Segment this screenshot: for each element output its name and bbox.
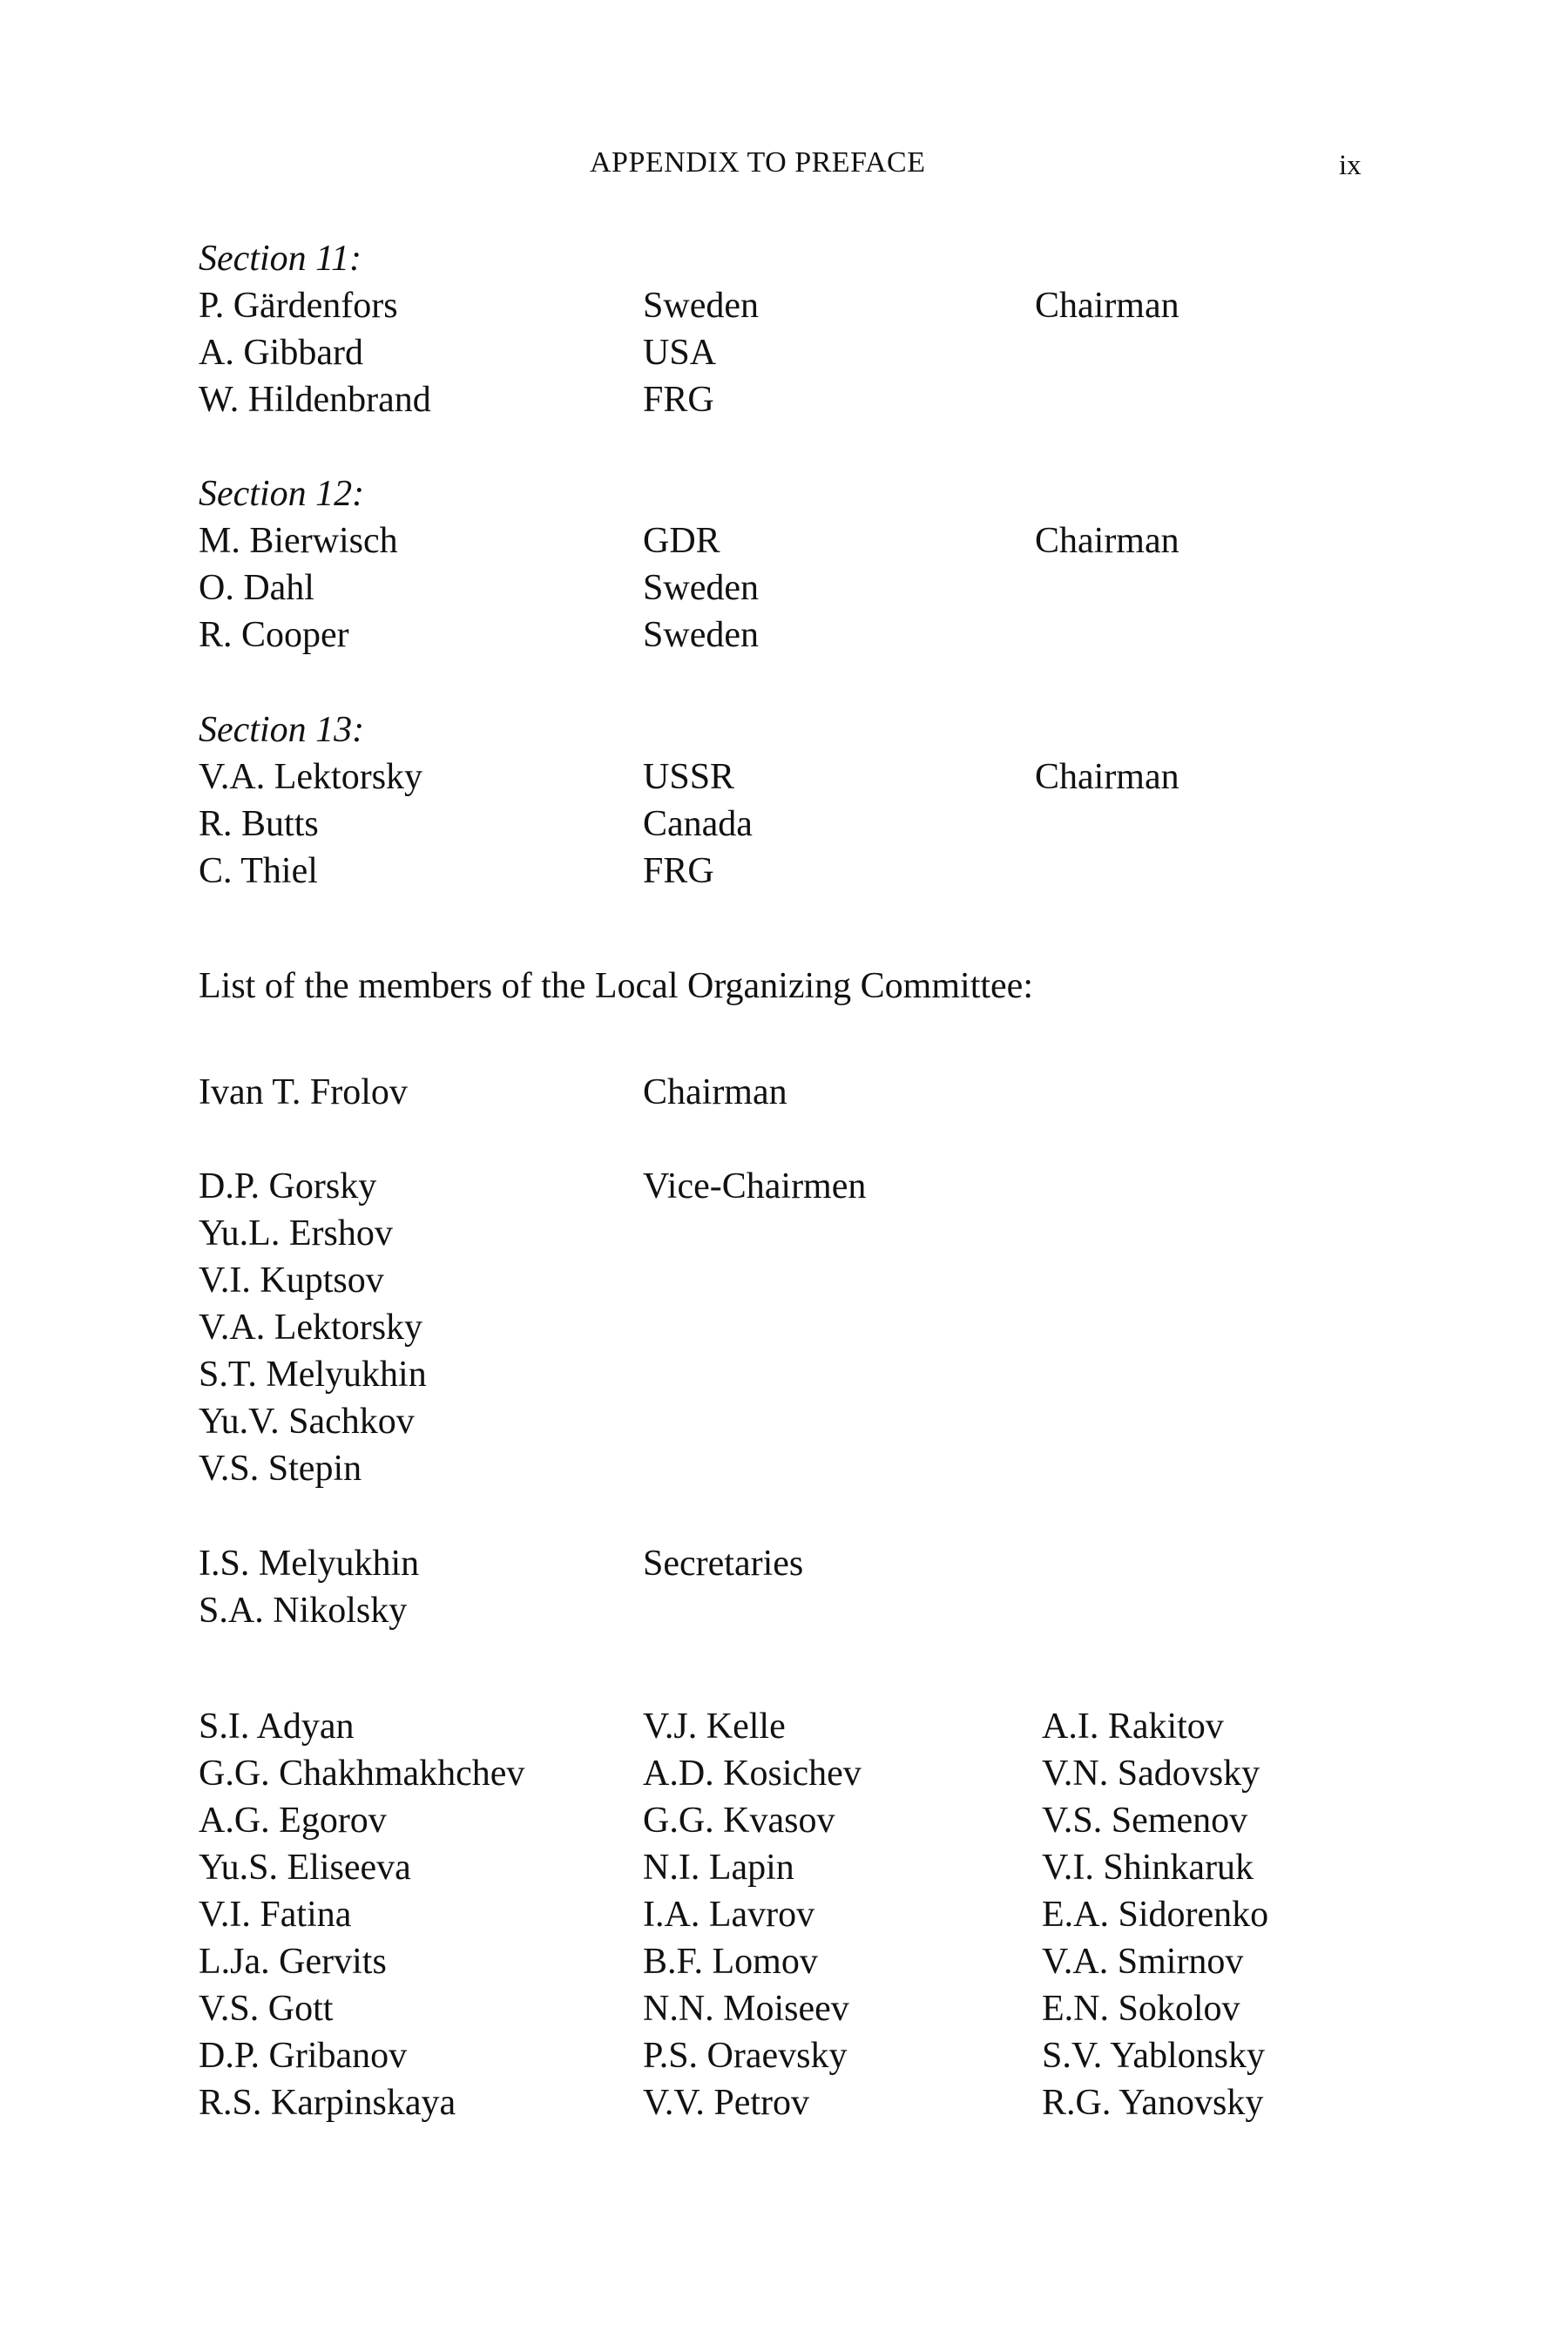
member-name: P. Gärdenfors bbox=[199, 286, 398, 326]
list-item: A.I. Rakitov bbox=[1042, 1707, 1224, 1747]
member-country: FRG bbox=[643, 851, 714, 891]
committee-row bbox=[199, 1210, 1331, 1257]
member-country: Sweden bbox=[643, 615, 759, 655]
committee-row bbox=[199, 1163, 1331, 1210]
member-role: Chairman bbox=[1035, 521, 1179, 561]
list-item: I.A. Lavrov bbox=[643, 1895, 815, 1935]
committee-row bbox=[199, 754, 1331, 801]
list-item: L.Ja. Gervits bbox=[199, 1942, 387, 1982]
member-name: R. Cooper bbox=[199, 615, 349, 655]
list-item: B.F. Lomov bbox=[643, 1942, 818, 1982]
member-name: V.S. Stepin bbox=[199, 1449, 362, 1489]
members-column-3 bbox=[1042, 1703, 1268, 2126]
running-title: APPENDIX TO PREFACE bbox=[590, 146, 926, 179]
member-name: A. Gibbard bbox=[199, 333, 363, 373]
member-country: USSR bbox=[643, 757, 735, 797]
member-role: Chairman bbox=[1035, 757, 1179, 797]
member-country: Canada bbox=[643, 804, 753, 844]
local-committee-intro: List of the members of the Local Organizing Committee: bbox=[199, 966, 1033, 1006]
members-column-1 bbox=[199, 1703, 524, 2126]
local-chairman-block bbox=[199, 1069, 1331, 1116]
committee-row bbox=[199, 1257, 1331, 1304]
list-item: N.N. Moiseev bbox=[643, 1989, 849, 2029]
member-country: FRG bbox=[643, 380, 714, 420]
member-name: S.T. Melyukhin bbox=[199, 1355, 427, 1395]
members-column-2 bbox=[643, 1703, 862, 2126]
running-head bbox=[0, 146, 1568, 190]
committee-row bbox=[199, 329, 1331, 376]
member-country: Sweden bbox=[643, 286, 759, 326]
list-item: R.G. Yanovsky bbox=[1042, 2083, 1264, 2123]
list-item: D.P. Gribanov bbox=[199, 2036, 408, 2076]
secretaries-block bbox=[199, 1540, 1331, 1634]
member-country: USA bbox=[643, 333, 717, 373]
committee-row bbox=[199, 517, 1331, 564]
member-role: Chairman bbox=[643, 1072, 787, 1112]
list-item: V.N. Sadovsky bbox=[1042, 1754, 1260, 1794]
section-heading: Section 13: bbox=[199, 710, 365, 750]
member-name: Yu.V. Sachkov bbox=[199, 1402, 415, 1442]
committee-row bbox=[199, 564, 1331, 612]
committee-row bbox=[199, 282, 1331, 329]
member-name: I.S. Melyukhin bbox=[199, 1544, 420, 1584]
list-item: P.S. Oraevsky bbox=[643, 2036, 848, 2076]
committee-row bbox=[199, 1445, 1331, 1492]
member-name: V.I. Kuptsov bbox=[199, 1260, 384, 1301]
member-name: V.A. Lektorsky bbox=[199, 1308, 423, 1348]
committee-row bbox=[199, 1587, 1331, 1634]
member-country: GDR bbox=[643, 521, 720, 561]
section-heading: Section 12: bbox=[199, 474, 365, 514]
list-item: V.I. Fatina bbox=[199, 1895, 352, 1935]
list-item: N.I. Lapin bbox=[643, 1848, 794, 1888]
member-country: Sweden bbox=[643, 568, 759, 608]
list-item: E.N. Sokolov bbox=[1042, 1989, 1240, 2029]
committee-row bbox=[199, 376, 1331, 423]
list-item: G.G. Kvasov bbox=[643, 1801, 835, 1841]
vice-chairmen-block bbox=[199, 1163, 1331, 1492]
list-item: V.S. Semenov bbox=[1042, 1801, 1248, 1841]
list-item: E.A. Sidorenko bbox=[1042, 1895, 1269, 1935]
member-role: Chairman bbox=[1035, 286, 1179, 326]
member-name: M. Bierwisch bbox=[199, 521, 398, 561]
section-heading: Section 11: bbox=[199, 239, 362, 279]
committee-row bbox=[199, 1398, 1331, 1445]
section-12-block bbox=[199, 470, 1331, 659]
member-name: S.A. Nikolsky bbox=[199, 1591, 408, 1631]
member-name: Ivan T. Frolov bbox=[199, 1072, 408, 1112]
section-11-block bbox=[199, 235, 1331, 423]
member-name: O. Dahl bbox=[199, 568, 314, 608]
list-item: A.G. Egorov bbox=[199, 1801, 387, 1841]
list-item: V.I. Shinkaruk bbox=[1042, 1848, 1254, 1888]
list-item: V.J. Kelle bbox=[643, 1707, 786, 1747]
member-role: Vice-Chairmen bbox=[643, 1166, 867, 1206]
section-13-block bbox=[199, 706, 1331, 895]
member-role: Secretaries bbox=[643, 1544, 804, 1584]
list-item: S.I. Adyan bbox=[199, 1707, 355, 1747]
member-name: D.P. Gorsky bbox=[199, 1166, 377, 1206]
list-item: A.D. Kosichev bbox=[643, 1754, 862, 1794]
member-name: V.A. Lektorsky bbox=[199, 757, 423, 797]
member-name: Yu.L. Ershov bbox=[199, 1213, 393, 1254]
committee-row bbox=[199, 612, 1331, 659]
list-item: G.G. Chakhmakhchev bbox=[199, 1754, 525, 1794]
list-item: R.S. Karpinskaya bbox=[199, 2083, 456, 2123]
list-item: V.V. Petrov bbox=[643, 2083, 809, 2123]
committee-row bbox=[199, 1304, 1331, 1351]
list-item: V.S. Gott bbox=[199, 1989, 334, 2029]
committee-row bbox=[199, 1069, 1331, 1116]
committee-row bbox=[199, 1351, 1331, 1398]
list-item: Yu.S. Eliseeva bbox=[199, 1848, 411, 1888]
committee-row bbox=[199, 1540, 1331, 1587]
member-name: W. Hildenbrand bbox=[199, 380, 431, 420]
page-number: ix bbox=[1339, 150, 1362, 181]
member-name: R. Butts bbox=[199, 804, 319, 844]
committee-row bbox=[199, 848, 1331, 895]
member-name: C. Thiel bbox=[199, 851, 318, 891]
list-item: V.A. Smirnov bbox=[1042, 1942, 1244, 1982]
committee-row bbox=[199, 801, 1331, 848]
list-item: S.V. Yablonsky bbox=[1042, 2036, 1265, 2076]
